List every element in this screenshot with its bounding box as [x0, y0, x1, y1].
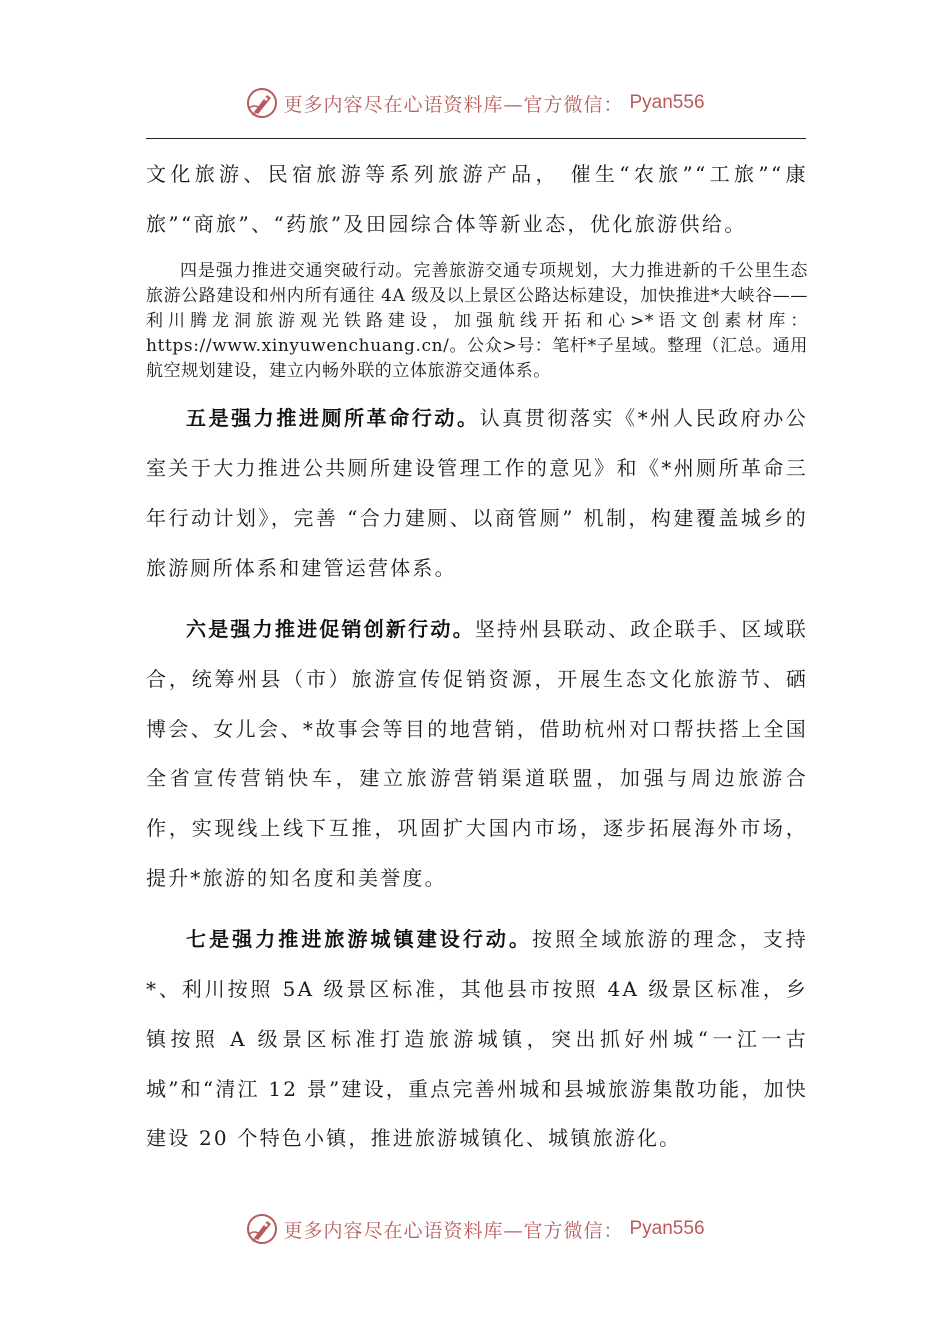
paragraph-body: 认真贯彻落实《*州人民政府办公室关于大力推进公共厕所建设管理工作的意见》和《*州厕所革命三年行动计划》，完善 “合力建厕、以商管厕” 机制，构建覆盖城乡的旅游厕所体系和建管运营体系。 [146, 406, 808, 580]
page-footer [0, 1206, 950, 1252]
header-wechat-id: Pyan556 [629, 92, 705, 113]
paragraph-body: 坚持州县联动、政企联手、区域联合，统筹州县（市）旅游宣传促销资源，开展生态文化旅游节、硒博会、女儿会、*故事会等目的地营销，借助杭州对口帮扶搭上全国全省宣传营销快车，建立旅游营销渠道联盟，加强与周边旅游合作，实现线上线下互推，巩固扩大国内市场，逐步拓展海外市场，提升*旅游的知名度和美誉度。 [146, 617, 808, 890]
paragraph-body: 四是强力推进交通突破行动。完善旅游交通专项规划，大力推进新的千公里生态旅游公路建设和州内所有通往 4A 级及以上景区公路达标建设，加快推进*大峡谷——利川腾龙洞旅游观光铁路建设，加强航线开拓和心>*语文创素材库：https://www.xinyuwenchuang.cn/。公众>号：笔杆*子星域。整理（汇总。通用航空规划建设，建立内畅外联的立体旅游交通体系。 [146, 261, 808, 382]
paragraph-lead: 六是强力推进促销创新行动。 [186, 617, 475, 642]
paragraph-body: 文化旅游、民宿旅游等系列旅游产品， 催生“农旅”“工旅”“康旅”“商旅”、“药旅”及田园综合体等新业态，优化旅游供给。 [146, 162, 808, 236]
footer-brand [245, 1212, 704, 1246]
document-body [146, 150, 808, 1164]
paragraph-toilet-revolution [146, 394, 808, 593]
paragraph-product-types [146, 150, 808, 249]
paragraph-lead: 七是强力推进旅游城镇建设行动。 [186, 927, 533, 952]
paragraph-traffic [146, 259, 808, 384]
pen-nib-logo-icon [245, 1212, 279, 1246]
paragraph-lead: 五是强力推进厕所革命行动。 [186, 406, 480, 431]
header-divider [146, 138, 806, 139]
pen-nib-logo-icon [245, 86, 279, 120]
header-brand [245, 86, 704, 120]
footer-brand-text: 更多内容尽在心语资料库—官方微信： [283, 1219, 624, 1242]
page-header [0, 80, 950, 126]
header-brand-text: 更多内容尽在心语资料库—官方微信： [283, 93, 624, 116]
paragraph-promotion [146, 605, 808, 903]
paragraph-tourism-towns [146, 915, 808, 1164]
paragraph-body: 按照全域旅游的理念，支持*、利川按照 5A 级景区标准，其他县市按照 4A 级景区标准，乡镇按照 A 级景区标准打造旅游城镇，突出抓好州城“一江一古城”和“清江 12 景”建设，重点完善州城和县城旅游集散功能，加快建设 20 个特色小镇，推进旅游城镇化、城镇旅游化。 [146, 927, 809, 1151]
footer-wechat-id: Pyan556 [629, 1218, 705, 1239]
